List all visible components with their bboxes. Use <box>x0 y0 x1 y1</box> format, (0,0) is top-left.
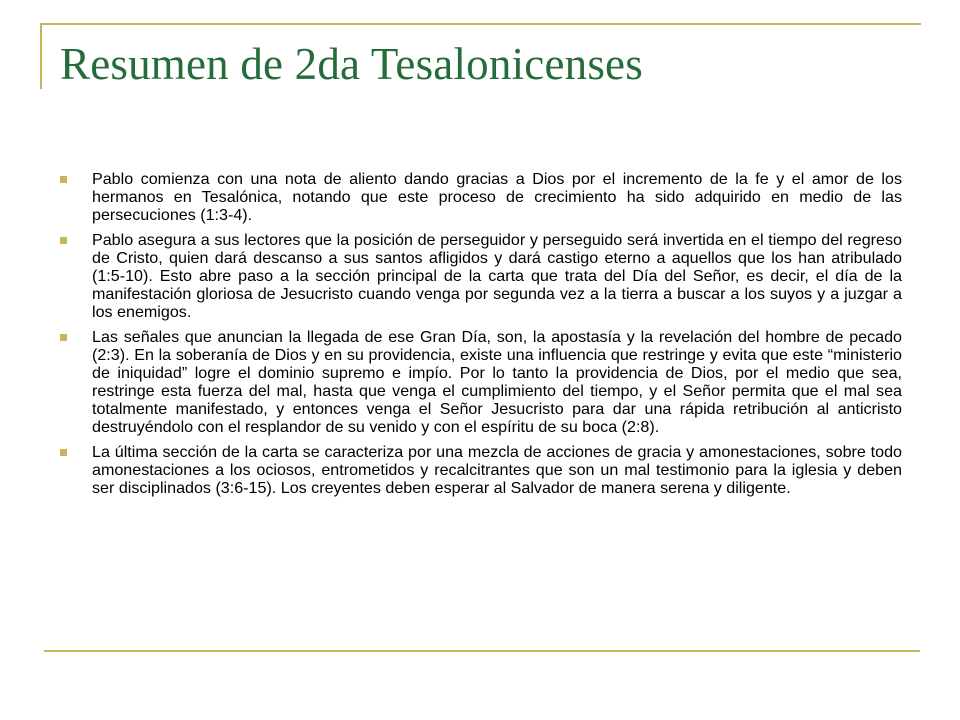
bullet-text: Pablo comienza con una nota de aliento dando gracias a Dios por el incremento de la fe y el amor de los hermanos en Tesalónica, notando que este proceso de crecimiento ha sido adquirido en medio de las persecuciones (1:3-4). <box>92 170 902 224</box>
bottom-border-line <box>44 650 920 652</box>
bullet-item <box>60 170 902 224</box>
square-bullet-icon <box>60 334 67 341</box>
top-border-line <box>40 23 921 25</box>
bullet-item <box>60 231 902 321</box>
square-bullet-icon <box>60 449 67 456</box>
slide-title: Resumen de 2da Tesalonicenses <box>60 39 643 89</box>
left-border-line <box>40 23 42 89</box>
square-bullet-icon <box>60 176 67 183</box>
bullet-text: Pablo asegura a sus lectores que la posición de perseguidor y perseguido será invertida en el tiempo del regreso de Cristo, quien dará descanso a sus santos afligidos y dará castigo eterno a aquellos que los han atribulado (1:5-10). Esto abre paso a la sección principal de la carta que trata del Día del Señor, es decir, el día de la manifestación gloriosa de Jesucristo cuando venga por segunda vez a la tierra a buscar a los suyos y a juzgar a los enemigos. <box>92 231 902 321</box>
bullet-item <box>60 443 902 497</box>
bullet-text: Las señales que anuncian la llegada de ese Gran Día, son, la apostasía y la revelación del hombre de pecado (2:3). En la soberanía de Dios y en su providencia, existe una influencia que restringe y evita que este “ministerio de iniquidad” logre el dominio supremo e impío. Por lo tanto la providencia de Dios, por el medio que sea, restringe esta fuerza del mal, hasta que venga el cumplimiento del tiempo, y el Señor permita que el mal sea totalmente manifestado, y entonces venga el Señor Jesucristo para dar una rápida retribución al anticristo destruyéndolo con el resplandor de su venido y con el espíritu de su boca (2:8). <box>92 328 902 436</box>
bullet-item <box>60 328 902 436</box>
square-bullet-icon <box>60 237 67 244</box>
bullet-list <box>60 170 902 504</box>
bullet-text: La última sección de la carta se caracteriza por una mezcla de acciones de gracia y amonestaciones, sobre todo amonestaciones a los ociosos, entrometidos y recalcitrantes que son un mal testimonio para la iglesia y deben ser disciplinados (3:6-15). Los creyentes deben esperar al Salvador de manera serena y diligente. <box>92 443 902 497</box>
